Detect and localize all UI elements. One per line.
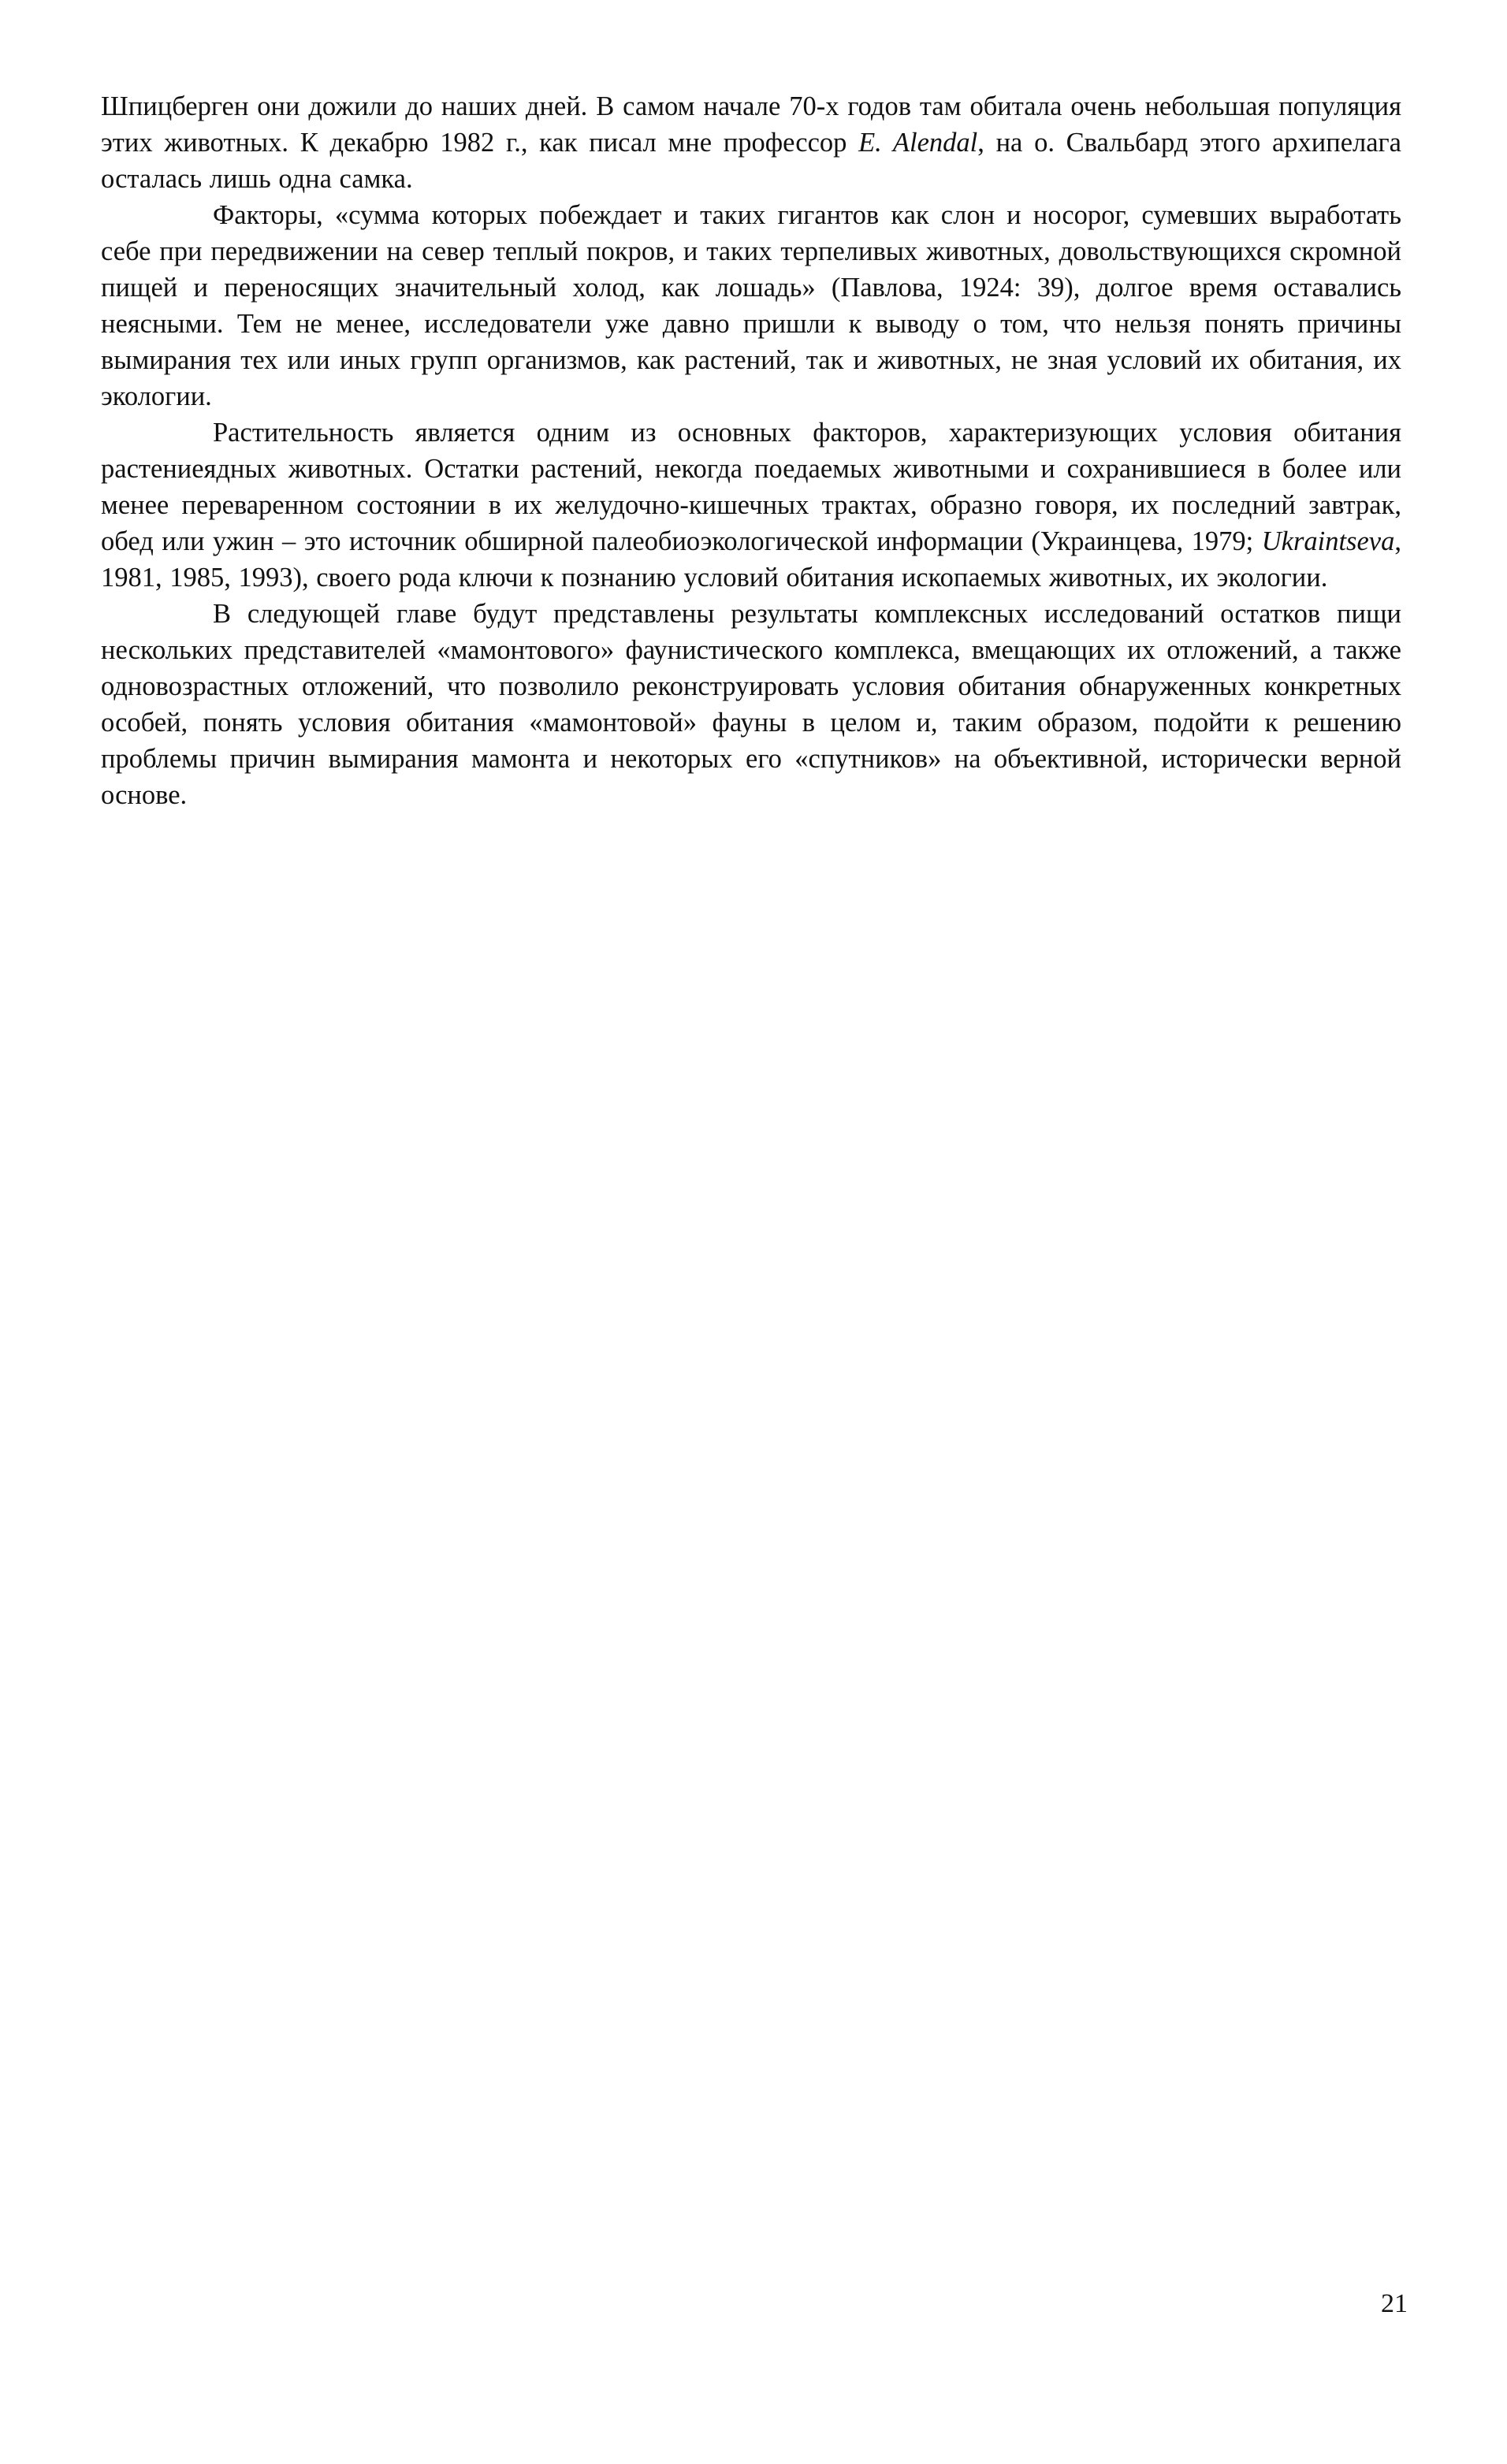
paragraph-1-text-1: Шпицберген они дожили до наших дней. В самом начале 70-х годов там обитала очень небольшая популяция этих животных. К декабрю 1982 г., как писал мне профессор (101, 91, 1401, 158)
paragraph-2 (101, 197, 1401, 414)
paragraph-1 (101, 88, 1401, 197)
paragraph-3-text-2: , 1981, 1985, 1993), своего рода ключи к познанию условий обитания ископаемых животных, их экологии. (101, 526, 1401, 593)
paragraph-2-text: Факторы, «сумма которых побеждает и таких гигантов как слон и носорог, сумевших выработать себе при передвижении на север теплый покров, и таких терпеливых животных, довольствующихся скромной пищей и переносящих значительный холод, как лошадь» (Павлова, 1924: 39), долгое время оставались неясными. Тем не менее, исследователи уже давно пришли к выводу о том, что нельзя понять причины вымирания тех или иных групп организмов, как растений, так и животных, не зная условий их обитания, их экологии. (101, 200, 1401, 411)
paragraph-3 (101, 414, 1401, 596)
page-number: 21 (1381, 2289, 1408, 2318)
paragraph-3-text-1: Растительность является одним из основных факторов, характеризующих условия обитания растениеядных животных. Остатки растений, некогда поедаемых животными и сохранившиеся в более или менее переваренном состоянии в их желудочно-кишечных трактах, образно говоря, их последний завтрак, обед или ужин – это источник обширной палеобиоэкологической информации (Украинцева, 1979; (101, 418, 1401, 556)
paragraph-4-text: В следующей главе будут представлены результаты комплексных исследований остатков пищи нескольких представителей «мамонтового» фаунистического комплекса, вмещающих их отложений, а также одновозрастных отложений, что позволило реконструировать условия обитания обнаруженных конкретных особей, понять условия обитания «мамонтовой» фауны в целом и, таким образом, подойти к решению проблемы причин вымирания мамонта и некоторых его «спутников» на объективной, исторически верной основе. (101, 599, 1401, 810)
author-name-alendal: E. Alendal (858, 128, 978, 158)
page-body (101, 88, 1401, 813)
paragraph-4 (101, 596, 1401, 813)
author-name-ukraintseva: Ukraintseva (1261, 526, 1395, 556)
paragraph-1-text-2: , на о. Свальбард этого архипелага осталась лишь одна самка. (101, 128, 1401, 194)
